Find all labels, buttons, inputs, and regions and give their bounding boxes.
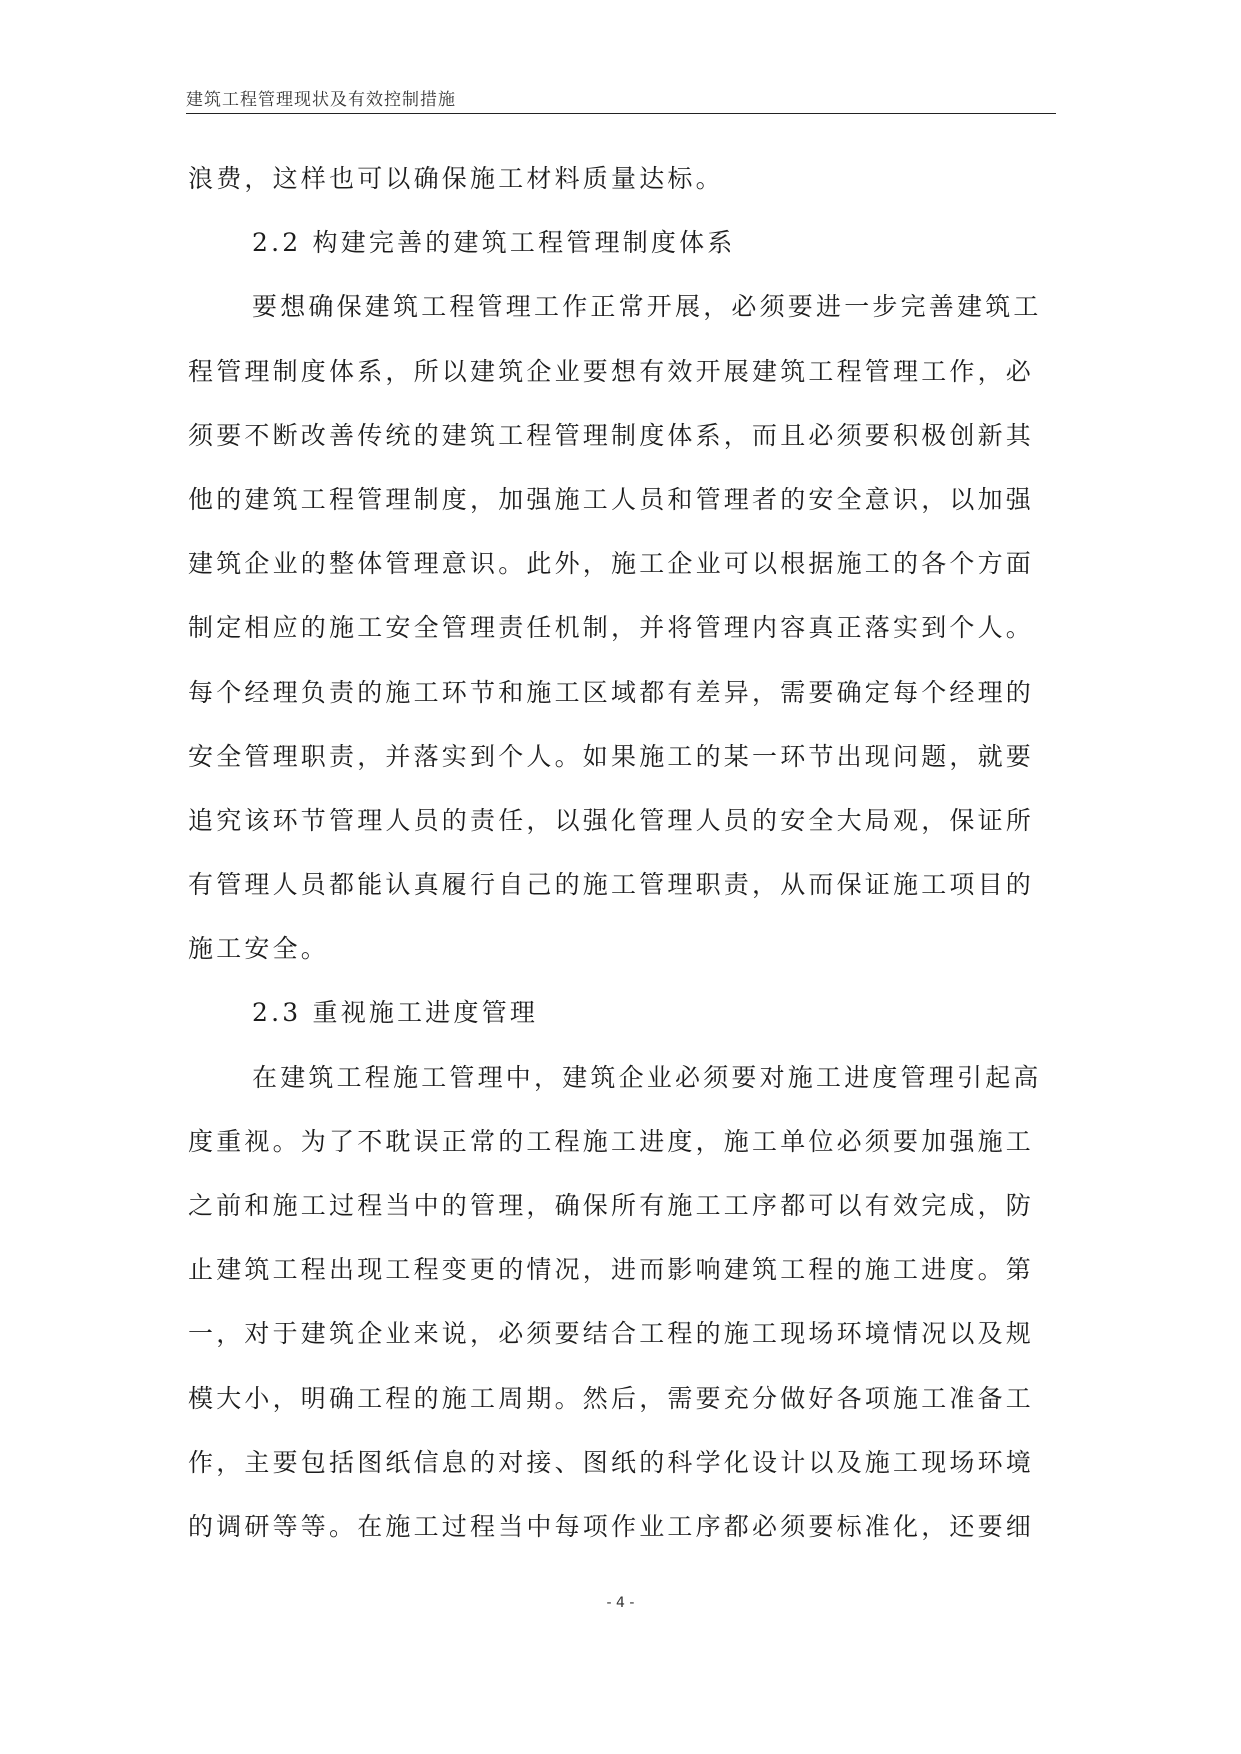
section-heading-2-3: 2.3 重视施工进度管理 [252, 998, 539, 1028]
paragraph-line: 模大小，明确工程的施工周期。然后，需要充分做好各项施工准备工 [188, 1383, 1035, 1413]
paragraph-line: 安全管理职责，并落实到个人。如果施工的某一环节出现问题，就要 [188, 741, 1035, 771]
paragraph-line: 的调研等等。在施工过程当中每项作业工序都必须要标准化，还要细 [188, 1511, 1035, 1541]
paragraph-line: 一，对于建筑企业来说，必须要结合工程的施工现场环境情况以及规 [188, 1319, 1035, 1349]
paragraph-line: 在建筑工程施工管理中，建筑企业必须要对施工进度管理引起高 [252, 1062, 1042, 1092]
paragraph-line: 止建筑工程出现工程变更的情况，进而影响建筑工程的施工进度。第 [188, 1255, 1035, 1285]
page-number: - 4 - [606, 1595, 635, 1611]
paragraph-line: 要想确保建筑工程管理工作正常开展，必须要进一步完善建筑工 [252, 292, 1042, 322]
paragraph-line: 建筑企业的整体管理意识。此外，施工企业可以根据施工的各个方面 [188, 549, 1035, 579]
paragraph-line: 施工安全。 [188, 934, 330, 964]
paragraph-line: 度重视。为了不耽误正常的工程施工进度，施工单位必须要加强施工 [188, 1126, 1035, 1156]
paragraph-line: 程管理制度体系，所以建筑企业要想有效开展建筑工程管理工作，必 [188, 356, 1035, 386]
paragraph-line: 作，主要包括图纸信息的对接、图纸的科学化设计以及施工现场环境 [188, 1447, 1035, 1477]
section-heading-2-2: 2.2 构建完善的建筑工程管理制度体系 [252, 228, 736, 258]
paragraph-line: 浪费，这样也可以确保施工材料质量达标。 [188, 164, 724, 193]
header-divider [186, 113, 1056, 114]
body-text [188, 154, 1068, 1566]
paragraph-line: 制定相应的施工安全管理责任机制，并将管理内容真正落实到个人。 [188, 613, 1035, 643]
paragraph-line: 须要不断改善传统的建筑工程管理制度体系，而且必须要积极创新其 [188, 420, 1035, 450]
paragraph-line: 每个经理负责的施工环节和施工区域都有差异，需要确定每个经理的 [188, 677, 1035, 707]
running-header: 建筑工程管理现状及有效控制措施 [186, 90, 456, 110]
paragraph-line: 有管理人员都能认真履行自己的施工管理职责，从而保证施工项目的 [188, 870, 1035, 900]
paragraph-line: 追究该环节管理人员的责任，以强化管理人员的安全大局观，保证所 [188, 805, 1035, 835]
paragraph-line: 之前和施工过程当中的管理，确保所有施工工序都可以有效完成，防 [188, 1191, 1035, 1220]
paragraph-line: 他的建筑工程管理制度，加强施工人员和管理者的安全意识，以加强 [188, 484, 1035, 514]
